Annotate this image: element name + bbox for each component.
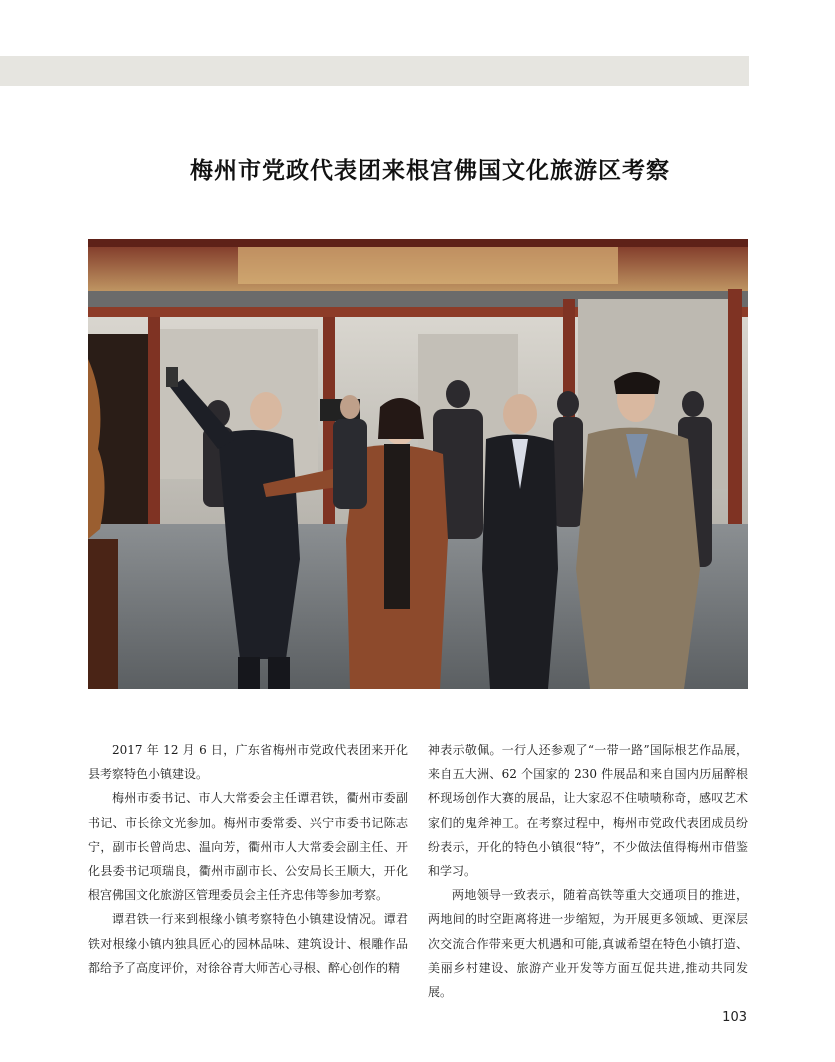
right-column [428, 738, 748, 1004]
paragraph: 2017 年 12 月 6 日，广东省梅州市党政代表团来开化县考察特色小镇建设。 [88, 743, 408, 782]
paragraph: 谭君铁一行来到根缘小镇考察特色小镇建设情况。谭君铁对根缘小镇内独具匠心的园林品味、建筑设计、根雕作品都给予了高度评价，对徐谷青大师苦心寻根、醉心创作的精 [88, 912, 408, 975]
article-title: 梅州市党政代表团来根宫佛国文化旅游区考察 [190, 158, 670, 184]
paragraph: 神表示敬佩。一行人还参观了“一带一路”国际根艺作品展，来自五大洲、62 个国家的 230 件展品和来自国内历届醉根杯现场创作大赛的展品，让大家忍不住啧啧称奇，感叹艺术家们的鬼斧神工。在考察过程中，梅州市党政代表团成员纷纷表示，开化的特色小镇很“特”，不少做法值得梅州市借鉴和学习。 [428, 743, 748, 879]
header-band [0, 56, 749, 86]
paragraph: 两地领导一致表示，随着高铁等重大交通项目的推进，两地间的时空距离将进一步缩短，为开展更多领域、更深层次交流合作带来更大机遇和可能,真诚希望在特色小镇打造、美丽乡村建设、旅游产业开发等方面互促共进,推动共同发展。 [428, 888, 748, 1000]
article-photo [88, 239, 748, 689]
paragraph: 梅州市委书记、市人大常委会主任谭君铁，衢州市委副书记、市长徐文光参加。梅州市委常委、兴宁市委书记陈志宁，副市长曾尚忠、温向芳，衢州市人大常委会副主任、开化县委书记项瑞良，衢州市副市长、公安局长王顺大，开化根宫佛国文化旅游区管理委员会主任齐忠伟等参加考察。 [88, 791, 408, 903]
page-number: 103 [722, 1010, 747, 1025]
left-column [88, 738, 408, 980]
